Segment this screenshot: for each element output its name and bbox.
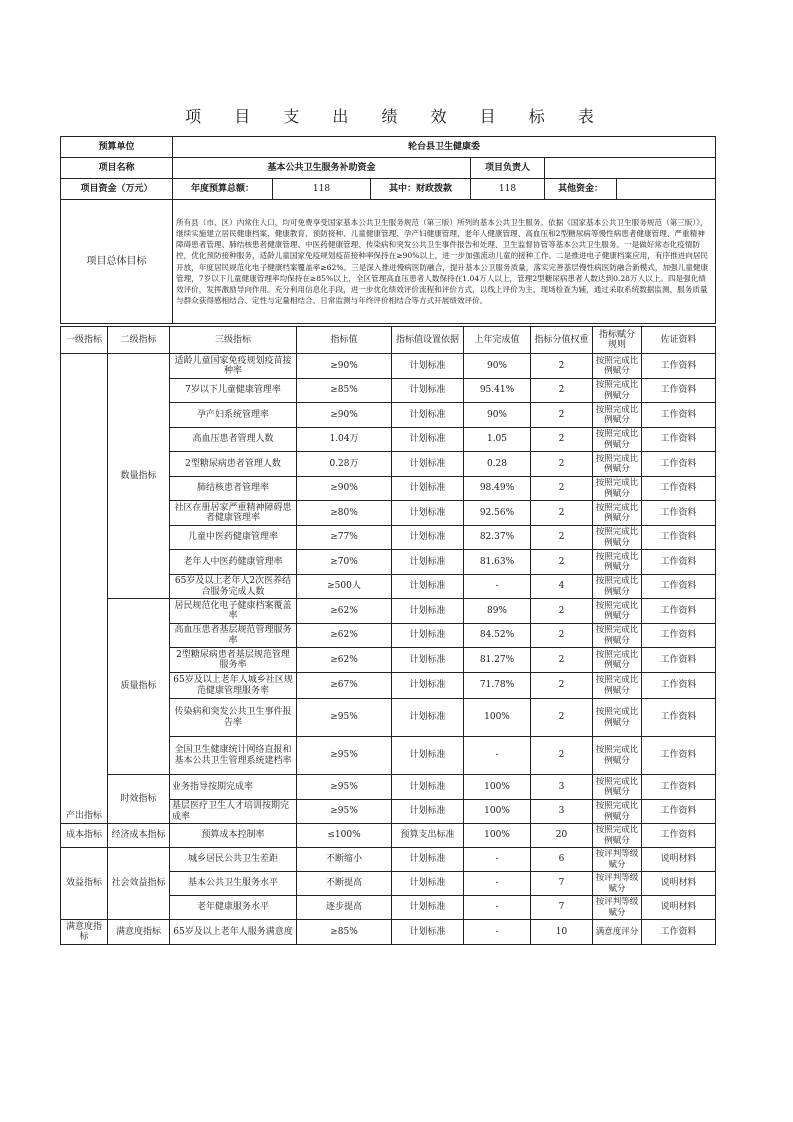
indicator-value: ≥95% [297,775,392,800]
evidence: 工作资料 [642,673,716,699]
column-header: 指标值设置依据 [392,327,464,354]
project-name-value: 基本公共卫生服务补助资金 [173,158,471,179]
last-year-value: - [464,896,531,920]
last-year-value: 100% [464,775,531,800]
indicator-value: 1.04万 [297,428,392,452]
indicator-value: ≥77% [297,526,392,550]
value-basis: 计划标准 [392,403,464,428]
evidence: 工作资料 [642,920,716,945]
scoring-rule: 按照完成比例赋分 [593,575,642,599]
table-header-row [61,327,716,354]
value-basis: 计划标准 [392,775,464,800]
fiscal-label: 其中：财政拨款 [371,179,471,200]
other-funds-value [617,179,716,200]
scoring-rule: 按照完成比例赋分 [593,452,642,477]
evidence: 工作资料 [642,599,716,624]
indicator-value: ≥67% [297,673,392,699]
last-year-value: 90% [464,403,531,428]
evidence: 工作资料 [642,501,716,526]
level3-indicator: 孕产妇系统管理率 [170,403,297,428]
evidence: 工作资料 [642,624,716,648]
value-basis: 计划标准 [392,848,464,872]
scoring-rule: 按照完成比例赋分 [593,526,642,550]
last-year-value: 95.41% [464,379,531,403]
evidence: 说明材料 [642,896,716,920]
level3-indicator: 全国卫生健康统计网络直报和基本公共卫生管理系统建档率 [170,737,297,775]
level1-indicator: 满意度指标 [61,920,108,945]
scoring-rule: 按照完成比例赋分 [593,501,642,526]
score-weight: 10 [531,920,593,945]
value-basis: 计划标准 [392,452,464,477]
indicator-value: ≥62% [297,648,392,673]
scoring-rule: 按照完成比例赋分 [593,624,642,648]
level3-indicator: 基层医疗卫生人才培训按期完成率 [170,800,297,824]
value-basis: 计划标准 [392,624,464,648]
last-year-value: 92.56% [464,501,531,526]
evidence: 工作资料 [642,526,716,550]
last-year-value: 0.28 [464,452,531,477]
scoring-rule: 按照完成比例赋分 [593,477,642,501]
score-weight: 2 [531,648,593,673]
value-basis: 计划标准 [392,800,464,824]
indicator-value: ≥90% [297,403,392,428]
value-basis: 计划标准 [392,896,464,920]
scoring-rule: 按照完成比例赋分 [593,550,642,575]
column-header: 指标赋分规则 [593,327,642,354]
budget-unit-label: 预算单位 [61,137,173,158]
level3-indicator: 2型糖尿病患者基层规范管理服务率 [170,648,297,673]
annual-budget-label: 年度预算总额： [173,179,273,200]
evidence: 工作资料 [642,824,716,848]
indicator-value: ≥95% [297,699,392,737]
score-weight: 4 [531,575,593,599]
score-weight: 2 [531,428,593,452]
score-weight: 2 [531,501,593,526]
score-weight: 3 [531,775,593,800]
indicator-table [60,326,716,945]
last-year-value: 100% [464,699,531,737]
indicator-value: ≥95% [297,737,392,775]
score-weight: 2 [531,624,593,648]
scoring-rule: 按照完成比例赋分 [593,354,642,379]
indicator-value: ≥90% [297,477,392,501]
scoring-rule: 满意度评分 [593,920,642,945]
level3-indicator: 高血压患者管理人数 [170,428,297,452]
level3-indicator: 老年健康服务水平 [170,896,297,920]
value-basis: 计划标准 [392,501,464,526]
evidence: 工作资料 [642,428,716,452]
last-year-value: 71.78% [464,673,531,699]
budget-unit-value: 轮台县卫生健康委 [173,137,716,158]
indicator-value: 不断缩小 [297,848,392,872]
column-header: 一级指标 [61,327,108,354]
value-basis: 计划标准 [392,379,464,403]
value-basis: 计划标准 [392,673,464,699]
value-basis: 计划标准 [392,575,464,599]
score-weight: 7 [531,896,593,920]
value-basis: 预算支出标准 [392,824,464,848]
table-row [61,824,716,848]
evidence: 说明材料 [642,872,716,896]
scoring-rule: 按照完成比例赋分 [593,824,642,848]
last-year-value: 81.27% [464,648,531,673]
evidence: 工作资料 [642,452,716,477]
project-name-label: 项目名称 [61,158,173,179]
project-info-table [60,136,716,324]
last-year-value: 100% [464,800,531,824]
level3-indicator: 高血压患者基层规范管理服务率 [170,624,297,648]
last-year-value: 81.63% [464,550,531,575]
scoring-rule: 按照完成比例赋分 [593,403,642,428]
level3-indicator: 65岁及以上老年人服务满意度 [170,920,297,945]
evidence: 工作资料 [642,477,716,501]
scoring-rule: 按照完成比例赋分 [593,737,642,775]
evidence: 工作资料 [642,775,716,800]
score-weight: 2 [531,452,593,477]
column-header: 上年完成值 [464,327,531,354]
project-lead-value [545,158,716,179]
page-title: 项 目 支 出 绩 效 目 标 表 [185,107,608,126]
scoring-rule: 按照完成比例赋分 [593,699,642,737]
table-row [61,920,716,945]
indicator-value: 0.28万 [297,452,392,477]
level3-indicator: 适龄儿童国家免疫规划疫苗接种率 [170,354,297,379]
evidence: 工作资料 [642,648,716,673]
fiscal-value: 118 [471,179,545,200]
scoring-rule: 按评判等级赋分 [593,872,642,896]
level3-indicator: 传染病和突发公共卫生事件报告率 [170,699,297,737]
summary-label: 项目总体目标 [61,200,173,324]
indicator-value: 逐步提高 [297,896,392,920]
project-lead-label: 项目负责人 [471,158,545,179]
evidence: 说明材料 [642,848,716,872]
scoring-rule: 按评判等级赋分 [593,896,642,920]
level1-indicator: 效益指标 [61,848,108,920]
level3-indicator: 城乡居民公共卫生差距 [170,848,297,872]
level3-indicator: 2型糖尿病患者管理人数 [170,452,297,477]
annual-budget-value: 118 [273,179,371,200]
table-row [61,848,716,872]
value-basis: 计划标准 [392,354,464,379]
last-year-value: 1.05 [464,428,531,452]
indicator-value: ≥85% [297,379,392,403]
scoring-rule: 按照完成比例赋分 [593,428,642,452]
indicator-value: ≥90% [297,354,392,379]
level2-indicator: 数量指标 [108,354,170,599]
level3-indicator: 基本公共卫生服务水平 [170,872,297,896]
evidence: 工作资料 [642,550,716,575]
scoring-rule: 按照完成比例赋分 [593,648,642,673]
last-year-value: - [464,575,531,599]
value-basis: 计划标准 [392,599,464,624]
evidence: 工作资料 [642,699,716,737]
value-basis: 计划标准 [392,428,464,452]
level2-indicator: 经济成本指标 [108,824,170,848]
last-year-value: 84.52% [464,624,531,648]
score-weight: 20 [531,824,593,848]
value-basis: 计划标准 [392,648,464,673]
score-weight: 2 [531,737,593,775]
column-header: 佐证资料 [642,327,716,354]
indicator-value: ≥80% [297,501,392,526]
score-weight: 2 [531,699,593,737]
level2-indicator: 满意度指标 [108,920,170,945]
score-weight: 2 [531,526,593,550]
value-basis: 计划标准 [392,872,464,896]
last-year-value: 89% [464,599,531,624]
summary-text: 所有县（市、区）内常住人口，均可免费享受国家基本公共卫生服务规范（第三版）所列的基本公共卫生服务。依据《国家基本公共卫生服务规范（第三版）》，继续实施建立居民健康档案、健康教育、预防接种、儿童健康管理、孕产妇健康管理、老年人健康管理、高血压和2型糖尿病等慢性病患者健康管理、严重精神障碍患者管理、肺结核患者健康管理、中医药健康管理、传染病和突发公共卫生事件报告和处理、卫生监督协管等基本公共卫生服务。一是做好常态化疫情防控，优化预防接种服务，适龄儿童国家免疫规划疫苗接种率保持在≥90%以上，进一步加强流动儿童的接种工作。二是推进电子健康档案应用，有序推进向居民开放，年度居民规范化电子健康档案覆盖率≥62%。三是深入推进慢病医防融合，提升基本公卫服务质量，落实完善基层慢性病医防融合新模式，加强儿童健康管理，7岁以下儿童健康管理率均保持在≥85%以上，全区管理高血压患者人数保持在1.04万人以上，管理2型糖尿病患者人数达到0.28万人以上。四是强化绩效评价，发挥激励导向作用。充分利用信息化手段，进一步优化绩效评价流程和评价方式，以线上评价为主、现场检查为辅，通过采取系统数据监测，服务质量与群众获得感相结合、定性与定量相结合、日常监测与年终评价相结合等方式开展绩效评价。 [173,200,716,324]
level3-indicator: 业务指导按期完成率 [170,775,297,800]
level3-indicator: 65岁及以上老年人2次医养结合服务完成人数 [170,575,297,599]
last-year-value: 100% [464,824,531,848]
last-year-value: 98.49% [464,477,531,501]
level3-indicator: 7岁以下儿童健康管理率 [170,379,297,403]
score-weight: 2 [531,673,593,699]
indicator-value: ≥500人 [297,575,392,599]
level3-indicator: 儿童中医药健康管理率 [170,526,297,550]
level3-indicator: 居民规范化电子健康档案覆盖率 [170,599,297,624]
score-weight: 2 [531,477,593,501]
other-funds-label: 其他资金： [545,179,617,200]
level2-indicator: 质量指标 [108,599,170,775]
value-basis: 计划标准 [392,920,464,945]
last-year-value: 82.37% [464,526,531,550]
indicator-value: ≥70% [297,550,392,575]
column-header: 指标值 [297,327,392,354]
last-year-value: 90% [464,354,531,379]
evidence: 工作资料 [642,354,716,379]
scoring-rule: 按照完成比例赋分 [593,800,642,824]
evidence: 工作资料 [642,800,716,824]
score-weight: 6 [531,848,593,872]
scoring-rule: 按照完成比例赋分 [593,775,642,800]
table-row [61,599,716,624]
level1-indicator: 产出指标 [61,354,108,824]
level2-indicator: 时效指标 [108,775,170,824]
level2-indicator: 社会效益指标 [108,848,170,920]
indicator-value: ≥62% [297,599,392,624]
last-year-value: - [464,737,531,775]
level3-indicator: 65岁及以上老年人城乡社区规范健康管理服务率 [170,673,297,699]
score-weight: 2 [531,550,593,575]
column-header: 三级指标 [170,327,297,354]
evidence: 工作资料 [642,737,716,775]
level3-indicator: 老年人中医药健康管理率 [170,550,297,575]
score-weight: 3 [531,800,593,824]
indicator-value: ≥95% [297,800,392,824]
evidence: 工作资料 [642,403,716,428]
score-weight: 2 [531,599,593,624]
indicator-value: ≤100% [297,824,392,848]
table-row [61,354,716,379]
value-basis: 计划标准 [392,526,464,550]
last-year-value: - [464,872,531,896]
evidence: 工作资料 [642,379,716,403]
level3-indicator: 肺结核患者管理率 [170,477,297,501]
value-basis: 计划标准 [392,477,464,501]
table-row [61,775,716,800]
level3-indicator: 预算成本控制率 [170,824,297,848]
scoring-rule: 按评判等级赋分 [593,848,642,872]
indicator-value: ≥62% [297,624,392,648]
value-basis: 计划标准 [392,699,464,737]
score-weight: 2 [531,354,593,379]
column-header: 指标分值权重 [531,327,593,354]
last-year-value: - [464,848,531,872]
funds-label: 项目资金（万元） [61,179,173,200]
scoring-rule: 按照完成比例赋分 [593,599,642,624]
score-weight: 2 [531,379,593,403]
value-basis: 计划标准 [392,737,464,775]
indicator-value: 不断提高 [297,872,392,896]
indicator-value: ≥85% [297,920,392,945]
level1-indicator: 成本指标 [61,824,108,848]
evidence: 工作资料 [642,575,716,599]
column-header: 二级指标 [108,327,170,354]
scoring-rule: 按照完成比例赋分 [593,673,642,699]
score-weight: 7 [531,872,593,896]
score-weight: 2 [531,403,593,428]
scoring-rule: 按照完成比例赋分 [593,379,642,403]
value-basis: 计划标准 [392,550,464,575]
level3-indicator: 社区在册居家严重精神障碍患者健康管理率 [170,501,297,526]
last-year-value: - [464,920,531,945]
